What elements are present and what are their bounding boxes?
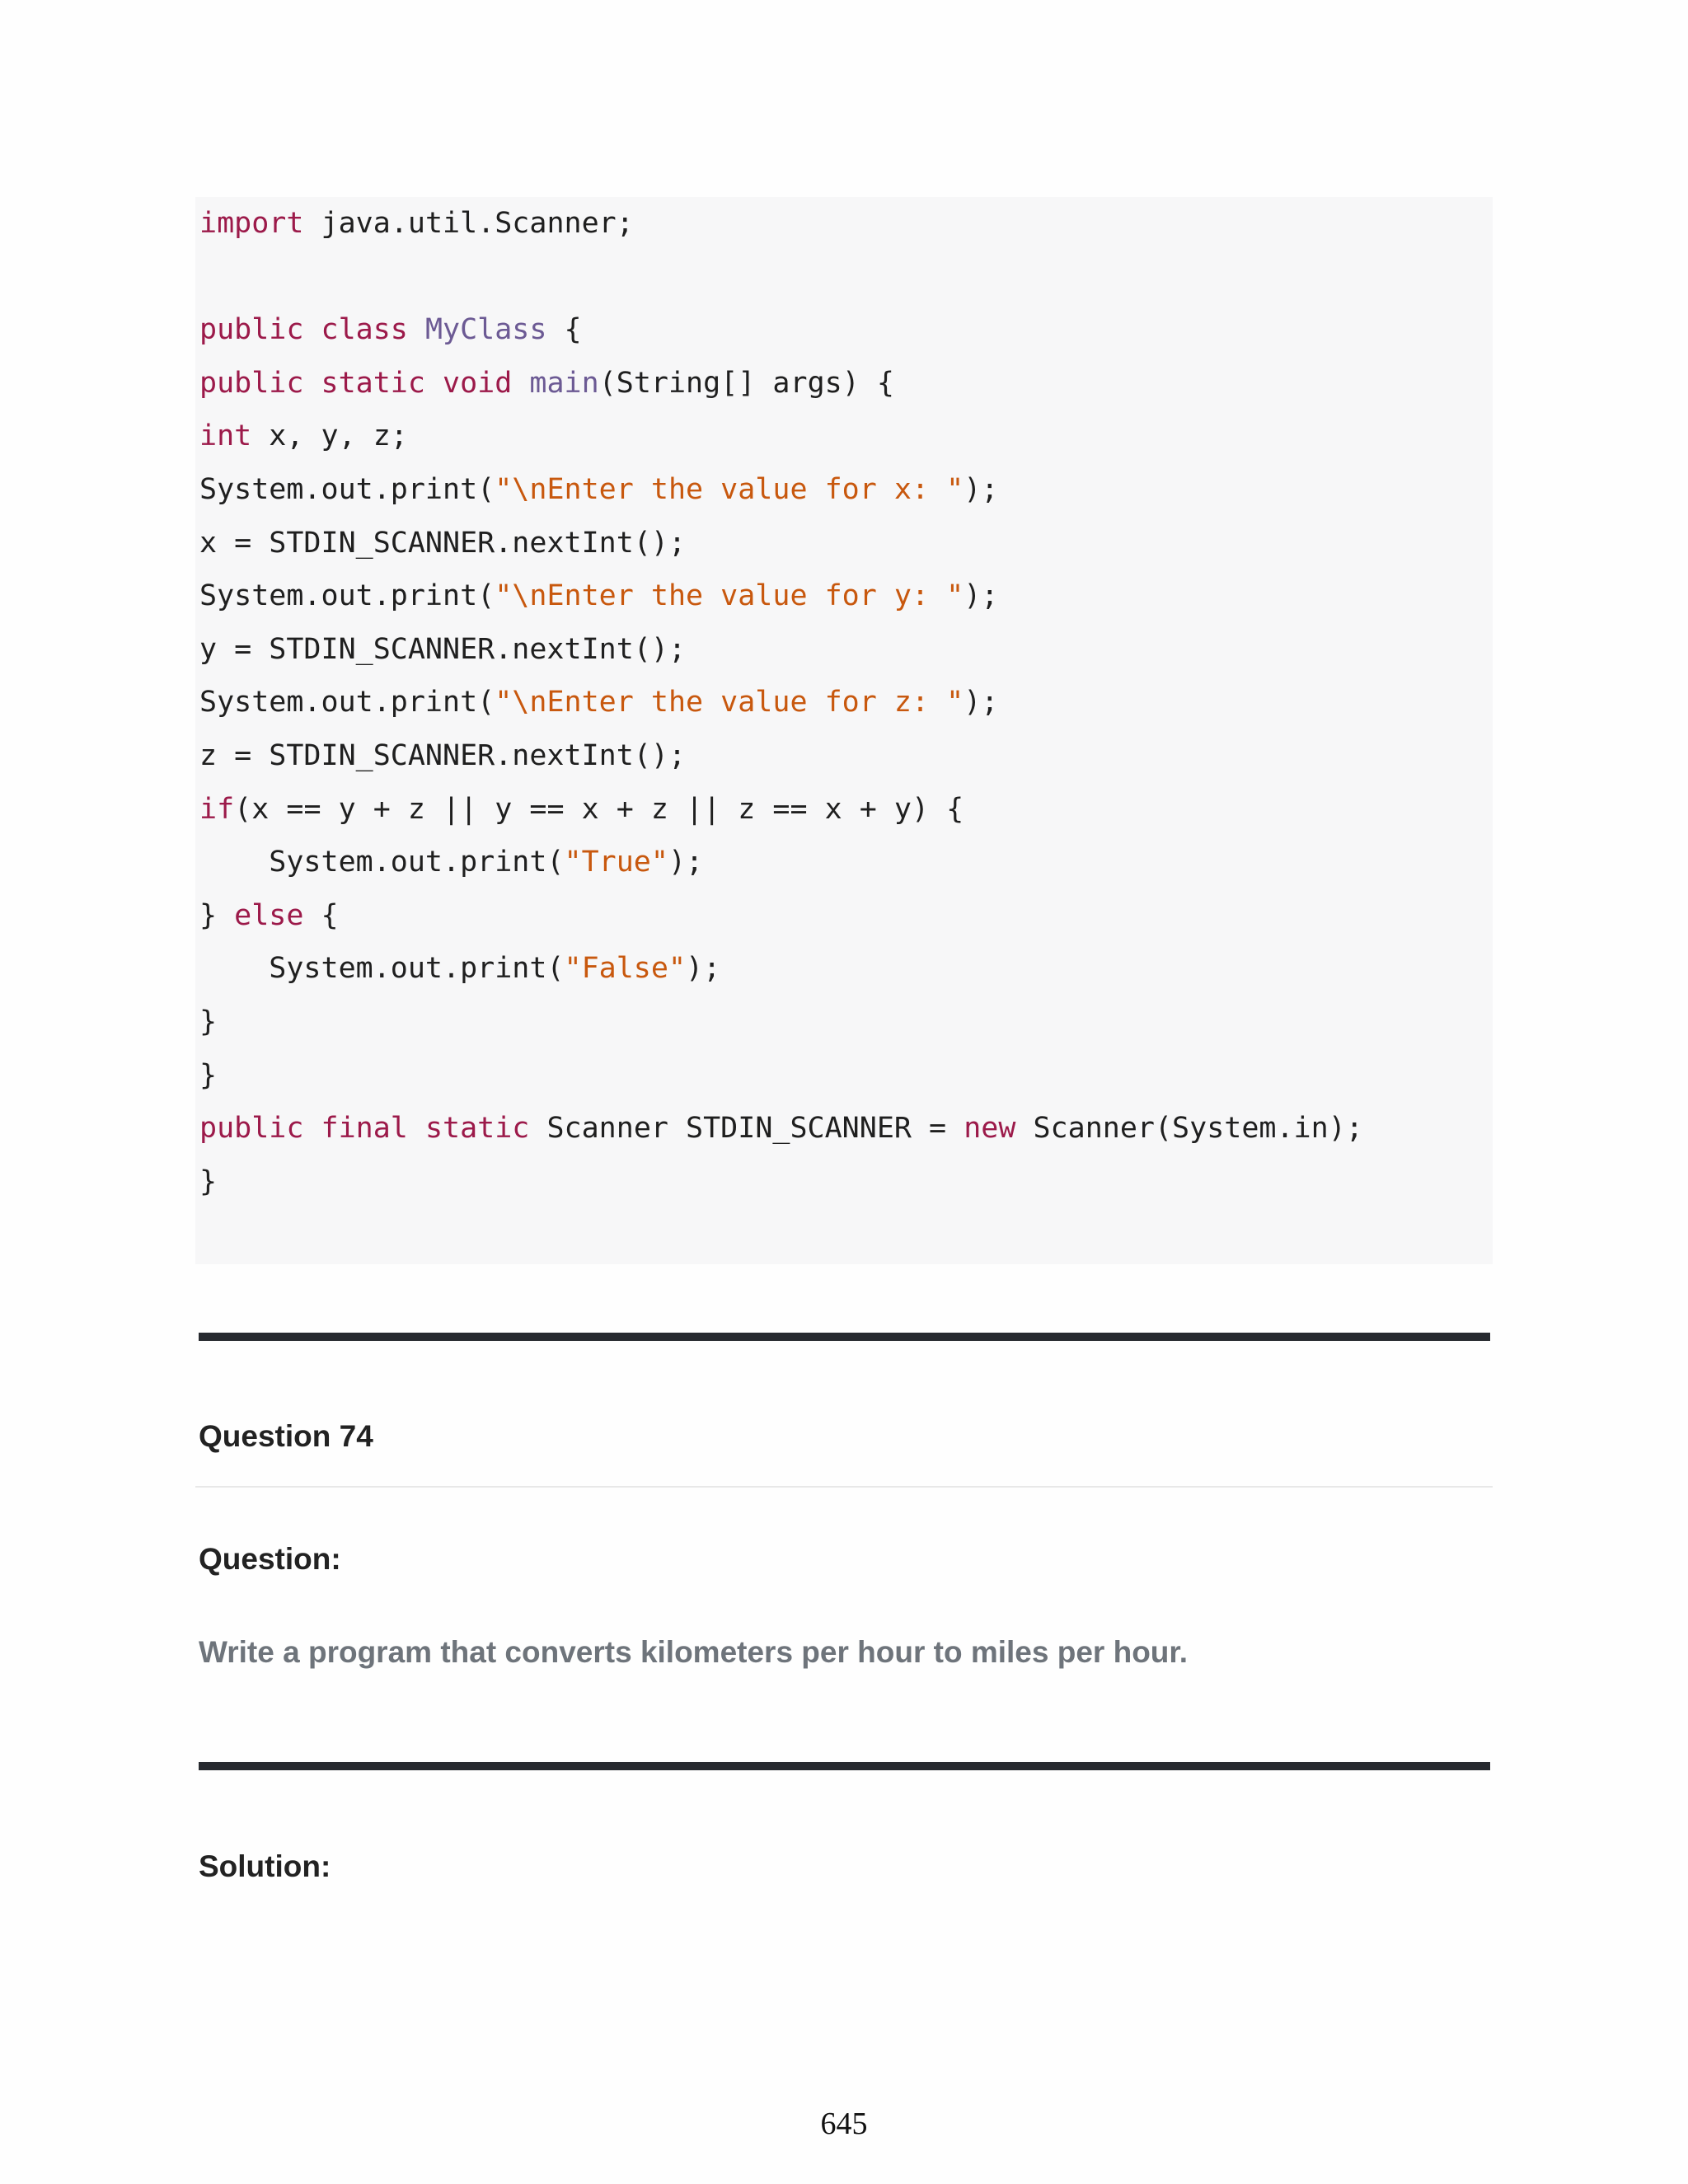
code-line bbox=[199, 410, 1363, 463]
code-line bbox=[199, 996, 1363, 1049]
code-token-kw: static bbox=[424, 1112, 530, 1146]
code-line bbox=[199, 623, 1363, 677]
code-line bbox=[199, 1049, 1363, 1103]
code-token-plain: ); bbox=[964, 579, 999, 613]
code-token-cls: MyClass bbox=[424, 313, 547, 347]
code-token-plain: y = STDIN_SCANNER.nextInt(); bbox=[199, 632, 687, 666]
code-token-plain: (String[] args) { bbox=[598, 366, 894, 400]
question-label: Question: bbox=[199, 1542, 341, 1576]
code-token-plain: x = STDIN_SCANNER.nextInt(); bbox=[199, 526, 687, 560]
heading-underline bbox=[195, 1486, 1493, 1488]
code-token-str: "\nEnter the value for z: " bbox=[495, 686, 964, 719]
code-token-kw: final bbox=[321, 1112, 408, 1146]
code-line bbox=[199, 569, 1363, 623]
code-token-plain: z = STDIN_SCANNER.nextInt(); bbox=[199, 738, 687, 772]
code-token-kw: import bbox=[199, 207, 304, 240]
code-token-plain: } bbox=[199, 1165, 218, 1198]
code-line bbox=[199, 1155, 1363, 1209]
code-token-plain: java.util.Scanner; bbox=[303, 207, 634, 240]
code-line bbox=[199, 463, 1363, 517]
code-token-plain: } bbox=[199, 898, 235, 932]
code-token-plain: (x == y + z || y == x + z || z == x + y) { bbox=[234, 792, 964, 826]
code-token-plain: } bbox=[199, 1005, 218, 1038]
question-text: Write a program that converts kilometers per hour to miles per hour. bbox=[199, 1635, 1189, 1669]
code-token-plain bbox=[303, 313, 321, 346]
code-token-plain bbox=[303, 367, 321, 400]
code-token-plain: ); bbox=[964, 472, 999, 506]
code-token-plain: { bbox=[303, 898, 339, 932]
code-listing bbox=[199, 197, 1363, 1208]
code-line bbox=[199, 889, 1363, 943]
code-line bbox=[199, 251, 1363, 304]
code-line bbox=[199, 942, 1363, 996]
code-token-plain bbox=[408, 313, 425, 346]
code-token-plain bbox=[512, 367, 529, 400]
code-token-plain: } bbox=[199, 1058, 218, 1092]
code-token-plain: x, y, z; bbox=[251, 419, 408, 453]
section-divider bbox=[199, 1762, 1490, 1770]
code-token-plain: Scanner STDIN_SCANNER = bbox=[529, 1112, 964, 1146]
code-token-plain: System.out.print( bbox=[199, 686, 495, 719]
code-token-str: "\nEnter the value for y: " bbox=[495, 579, 964, 613]
code-token-plain: System.out.print( bbox=[199, 952, 565, 986]
code-token-kw: void bbox=[443, 366, 513, 400]
code-line bbox=[199, 783, 1363, 837]
code-token-kw: public bbox=[199, 313, 304, 347]
code-token-str: "\nEnter the value for x: " bbox=[495, 472, 964, 506]
code-token-plain: ); bbox=[686, 952, 721, 986]
code-token-plain: ); bbox=[964, 686, 999, 719]
code-token-plain bbox=[425, 367, 443, 400]
code-token-kw: class bbox=[321, 313, 408, 347]
code-token-str: "False" bbox=[564, 952, 687, 986]
code-token-kw: static bbox=[321, 366, 425, 400]
solution-label: Solution: bbox=[199, 1849, 331, 1883]
code-token-plain: Scanner(System.in); bbox=[1015, 1112, 1363, 1146]
code-token-cls: main bbox=[529, 366, 599, 400]
code-token-plain bbox=[303, 1112, 321, 1145]
code-token-kw: new bbox=[964, 1112, 1016, 1146]
code-token-plain: System.out.print( bbox=[199, 846, 565, 879]
code-token-kw: else bbox=[234, 898, 304, 932]
code-token-plain: System.out.print( bbox=[199, 579, 495, 613]
code-token-plain: { bbox=[546, 313, 582, 347]
code-token-plain: ); bbox=[668, 846, 704, 879]
code-token-plain: System.out.print( bbox=[199, 472, 495, 506]
code-line bbox=[199, 303, 1363, 357]
code-line bbox=[199, 197, 1363, 251]
section-divider bbox=[199, 1333, 1490, 1341]
code-line bbox=[199, 729, 1363, 783]
code-line bbox=[199, 357, 1363, 410]
code-token-kw: public bbox=[199, 1112, 304, 1146]
code-block bbox=[195, 197, 1493, 1264]
question-number-heading: Question 74 bbox=[199, 1419, 373, 1453]
code-line bbox=[199, 1102, 1363, 1155]
code-token-kw: public bbox=[199, 366, 304, 400]
code-line bbox=[199, 676, 1363, 729]
code-line bbox=[199, 836, 1363, 889]
code-token-str: "True" bbox=[564, 846, 668, 879]
code-token-kw: int bbox=[199, 419, 252, 453]
code-token-plain bbox=[408, 1112, 425, 1145]
code-token-kw: if bbox=[199, 792, 235, 826]
code-line bbox=[199, 517, 1363, 570]
page-number: 645 bbox=[820, 2107, 868, 2141]
